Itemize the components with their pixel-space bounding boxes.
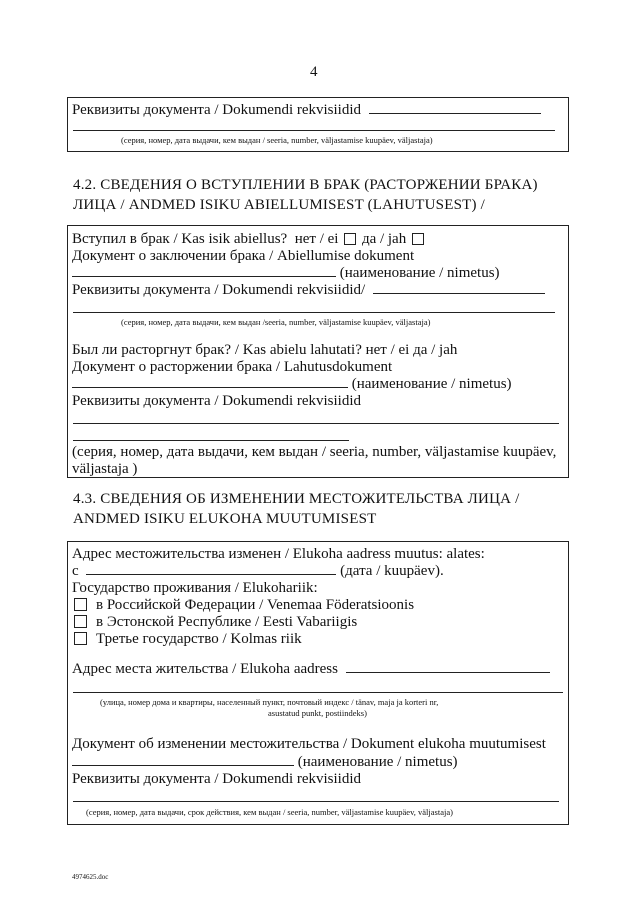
marriage-document-input[interactable]: [72, 264, 336, 277]
residence-address-line-2[interactable]: [73, 692, 563, 693]
married-question-row: [72, 230, 426, 248]
section-4-3-heading-line1: 4.3. СВЕДЕНИЯ ОБ ИЗМЕНЕНИИ МЕСТОЖИТЕЛЬСТВА ЛИЦА /: [73, 491, 520, 507]
divorce-document-input[interactable]: [72, 375, 348, 388]
divorce-document-naming: (наименование / nimetus): [351, 376, 512, 392]
divorce-requisites-label: Реквизиты документа / Dokumendi rekvisiidid: [72, 393, 362, 409]
marriage-requisites-caption: (серия, номер, дата выдачи, кем выдан /seeria, number, väljastamise kuupäev, väljastaja): [121, 317, 431, 327]
requisites-line-2[interactable]: [73, 130, 555, 131]
residence-change-document-label: Документ об изменении местожительства / Dokument elukoha muutumisest: [72, 736, 546, 752]
state-label: Государство проживания / Elukohariik:: [72, 580, 318, 596]
divorce-caption-line1: (серия, номер, дата выдачи, кем выдан / seeria, number, väljastamise kuupäev,: [72, 444, 557, 460]
address-changed-date-row: с (дата / kuupäev).: [72, 563, 444, 579]
third-country-checkbox[interactable]: [74, 632, 87, 645]
section-4-3-heading-line2: ANDMED ISIKU ELUKOHA MUUTUMISEST: [73, 511, 377, 527]
marriage-document-naming: (наименование / nimetus): [339, 265, 500, 281]
section-4-2-heading-line2: ЛИЦА / ANDMED ISIKU ABIELLUMISEST (LAHUTUSEST) /: [73, 197, 485, 213]
third-country-option-label: Третье государство / Kolmas riik: [96, 631, 302, 647]
married-no-checkbox[interactable]: [344, 233, 356, 245]
address-changed-label: Адрес местожительства изменен / Elukoha aadress muutus: alates:: [72, 546, 485, 562]
footer-filename: 4974625.doc: [72, 873, 109, 881]
divorce-document-row: [72, 375, 512, 393]
divorce-document-label: Документ о расторжении брака / Lahutusdokument: [72, 359, 393, 375]
residence-requisites-label: Реквизиты документа / Dokumendi rekvisiidid: [72, 771, 362, 787]
page-number: 4: [310, 64, 318, 80]
residence-change-document-naming: (наименование / nimetus): [297, 754, 458, 770]
married-no-label: нет / ei: [294, 231, 339, 247]
residence-address-input[interactable]: [346, 660, 550, 673]
section-4-2-heading-line1: 4.2. СВЕДЕНИЯ О ВСТУПЛЕНИИ В БРАК (РАСТОРЖЕНИИ БРАКА): [73, 177, 538, 193]
requisites-caption: (серия, номер, дата выдачи, кем выдан / seeria, number, väljastamise kuupäev, väljastaja): [121, 135, 433, 145]
divorce-requisites-line-2[interactable]: [73, 440, 349, 441]
residence-change-document-input[interactable]: [72, 753, 294, 766]
residence-requisites-line[interactable]: [73, 801, 559, 802]
address-caption-line2: asustatud punkt, postiindeks): [268, 708, 367, 718]
russia-checkbox[interactable]: [74, 598, 87, 611]
marriage-requisites-input[interactable]: [373, 281, 545, 294]
marriage-document-label: Документ о заключении брака / Abiellumise dokument: [72, 248, 415, 264]
address-caption-line1: (улица, номер дома и квартиры, населенный пункт, почтовый индекс / tänav, maja ja korteri nr,: [100, 697, 439, 707]
residence-requisites-caption: (серия, номер, дата выдачи, срок действия, кем выдан / seeria, number, väljastamise kuupäev, väljastaja): [86, 807, 453, 817]
address-changed-date-input[interactable]: [86, 562, 336, 575]
date-label: (дата / kuupäev).: [340, 563, 444, 579]
estonia-checkbox[interactable]: [74, 615, 87, 628]
marriage-requisites-line-2[interactable]: [73, 312, 555, 313]
married-question: Вступил в брак / Kas isik abiellus?: [72, 231, 288, 247]
divorce-caption-line2: väljastaja ): [72, 461, 138, 477]
marriage-requisites-row: Реквизиты документа / Dokumendi rekvisiidid/: [72, 281, 545, 299]
married-yes-label: да / jah: [361, 231, 407, 247]
requisites-input-line[interactable]: [369, 101, 541, 114]
married-yes-checkbox[interactable]: [412, 233, 424, 245]
residence-change-document-row: [72, 753, 458, 771]
residence-address-row: Адрес места жительства / Elukoha aadress: [72, 660, 550, 678]
requisites-label: Реквизиты документа / Dokumendi rekvisiidid: [72, 101, 541, 119]
marriage-document-row: [72, 264, 500, 282]
russia-option-label: в Российской Федерации / Venemaa Föderatsioonis: [96, 597, 415, 613]
estonia-option-label: в Эстонской Республике / Eesti Vabariigis: [96, 614, 358, 630]
divorce-question: Был ли расторгнут брак? / Kas abielu lahutati? нет / ei да / jah: [72, 342, 458, 358]
divorce-requisites-line-1[interactable]: [73, 423, 559, 424]
